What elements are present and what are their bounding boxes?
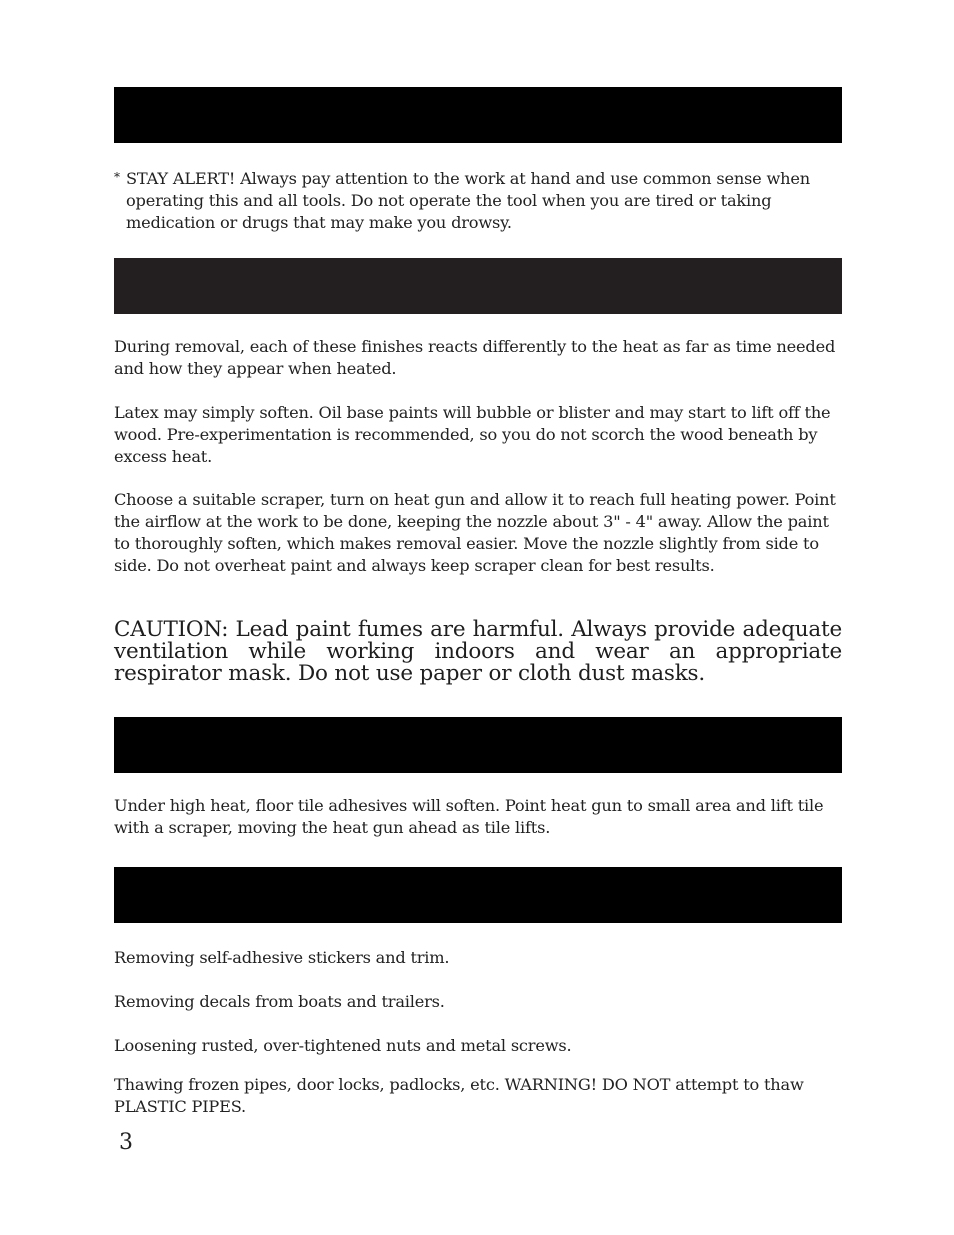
section-header-bar	[114, 87, 842, 143]
paragraph: Under high heat, floor tile adhesives will soften. Point heat gun to small area and lift tile with a scraper, moving the heat gun ahead as tile lifts.	[114, 796, 824, 837]
list-item: Thawing frozen pipes, door locks, padlocks, etc. WARNING! DO NOT attempt to thaw PLASTIC PIPES.	[114, 1075, 804, 1116]
bullet-asterisk: *	[114, 170, 120, 184]
paragraph: Latex may simply soften. Oil base paints will bubble or blister and may start to lift off the wood. Pre-experimentation is recommended, so you do not scorch the wood beneath by excess heat.	[114, 403, 831, 466]
section-header-bar	[114, 867, 842, 923]
list-item: Loosening rusted, over-tightened nuts and metal screws.	[114, 1036, 572, 1055]
section-header-bar	[114, 717, 842, 773]
safety-text: STAY ALERT! Always pay attention to the work at hand and use common sense when operating this and all tools. Do not operate the tool when you are tired or taking medication or drugs that may make you drowsy.	[126, 169, 810, 232]
paragraph: Choose a suitable scraper, turn on heat gun and allow it to reach full heating power. Point the airflow at the work to be done, keeping the nozzle about 3" - 4" away. Allow the paint to thoroughly soften, which makes removal easier. Move the nozzle slightly from side to side. Do not overheat paint and always keep scraper clean for best results.	[114, 490, 836, 575]
section-header-bar	[114, 258, 842, 314]
paragraph: During removal, each of these finishes reacts differently to the heat as far as time needed and how they appear when heated.	[114, 337, 836, 378]
safety-bullet-item	[114, 168, 842, 234]
page-number: 3	[119, 1130, 133, 1155]
list-item: Removing decals from boats and trailers.	[114, 992, 445, 1011]
caution-notice: CAUTION: Lead paint fumes are harmful. Always provide adequate ventilation while working indoors and wear an appropriate respirator mask. Do not use paper or cloth dust masks.	[114, 617, 842, 686]
list-item: Removing self-adhesive stickers and trim.	[114, 948, 450, 967]
